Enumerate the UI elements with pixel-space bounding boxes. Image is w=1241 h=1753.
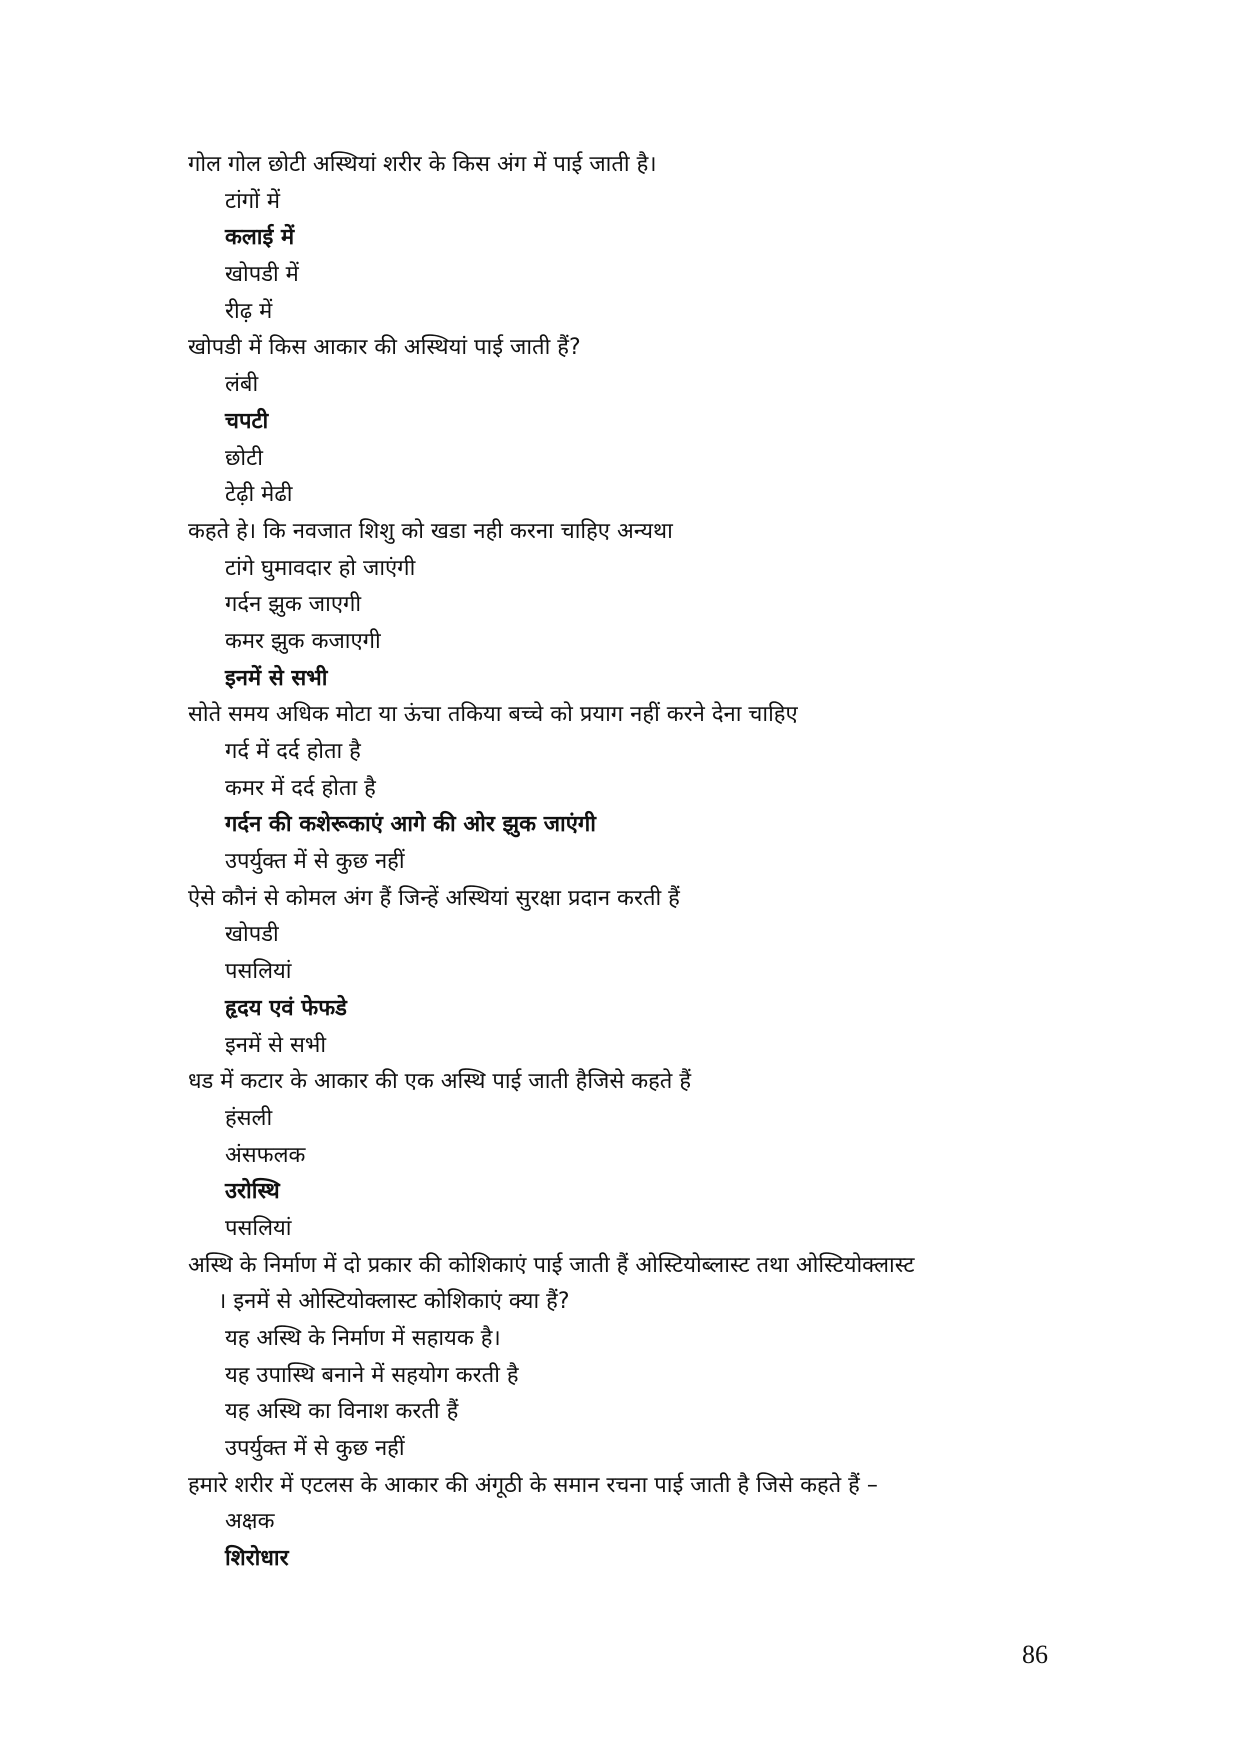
question-5-option-3-answer: हृदय एवं फेफडे	[225, 995, 347, 1021]
question-1-option-1: टांगों में	[225, 188, 281, 214]
question-1-option-2-answer: कलाई में	[225, 225, 295, 251]
question-2-text: खोपडी में किस आकार की अस्थियां पाई जाती हैं?	[188, 335, 581, 361]
question-8-text: हमारे शरीर में एटलस के आकार की अंगूठी के समान रचना पाई जाती है जिसे कहते हैं –	[188, 1472, 878, 1498]
question-1-option-4: रीढ़ में	[225, 298, 273, 324]
question-7-option-2: यह उपास्थि बनाने में सहयोग करती है	[225, 1362, 519, 1388]
question-5-option-4: इनमें से सभी	[225, 1032, 327, 1058]
question-7-option-3: यह अस्थि का विनाश करती हैं	[225, 1399, 459, 1425]
question-3-option-3: कमर झुक कजाएगी	[225, 628, 381, 654]
question-8-option-1: अक्षक	[225, 1509, 275, 1535]
question-6-option-3-answer: उरोस्थि	[225, 1179, 280, 1205]
question-2-option-1: लंबी	[225, 372, 259, 398]
question-4-option-2: कमर में दर्द होता है	[225, 775, 376, 801]
question-3-option-1: टांगे घुमावदार हो जाएंगी	[225, 555, 416, 581]
question-5-option-1: खोपडी	[225, 922, 279, 948]
question-3-text: कहते हे। कि नवजात शिशु को खडा नही करना चाहिए अन्यथा	[188, 518, 673, 544]
question-7-option-1: यह अस्थि के निर्माण में सहायक है।	[225, 1326, 501, 1351]
question-7-option-4: उपर्युक्त में से कुछ नहीं	[225, 1436, 405, 1462]
question-3-option-4-answer: इनमें से सभी	[225, 665, 328, 691]
question-1-text: गोल गोल छोटी अस्थियां शरीर के किस अंग में पाई जाती है।	[188, 152, 657, 177]
question-5-text: ऐसे कौनं से कोमल अंग हैं जिन्हें अस्थियां सुरक्षा प्रदान करती हैं	[188, 885, 680, 911]
question-4-option-1: गर्द में दर्द होता है	[225, 739, 361, 764]
question-2-option-4: टेढ़ी मेढी	[225, 482, 293, 508]
question-6-option-2: अंसफलक	[225, 1142, 306, 1168]
question-3-option-2: गर्दन झुक जाएगी	[225, 592, 362, 618]
question-6-text: धड में कटार के आकार की एक अस्थि पाई जाती हैजिसे कहते हैं	[188, 1069, 691, 1095]
question-5-option-2: पसलियां	[225, 959, 292, 985]
question-8-option-2-answer: शिरोधार	[225, 1546, 289, 1572]
question-6-option-4: पसलियां	[225, 1215, 292, 1241]
question-7-text-continued: । इनमें से ओस्टियोक्लास्ट कोशिकाएं क्या हैं?	[218, 1289, 570, 1315]
question-6-option-1: हंसली	[225, 1105, 273, 1131]
page-number: 86	[1022, 1640, 1048, 1669]
question-4-option-3-answer: गर्दन की कशेरूकाएं आगे की ओर झुक जाएंगी	[225, 812, 596, 838]
question-4-text: सोते समय अधिक मोटा या ऊंचा तकिया बच्चे को प्रयाग नहीं करने देना चाहिए	[188, 702, 798, 728]
question-7-text: अस्थि के निर्माण में दो प्रकार की कोशिकाएं पाई जाती हैं ओस्टियोब्लास्ट तथा ओस्टियोक्लास्ट	[188, 1252, 915, 1278]
question-list	[188, 147, 1088, 1578]
question-2-option-2-answer: चपटी	[225, 408, 269, 434]
question-4-option-4: उपर्युक्त में से कुछ नहीं	[225, 849, 405, 875]
question-2-option-3: छोटी	[225, 445, 263, 471]
question-1-option-3: खोपडी में	[225, 262, 299, 288]
